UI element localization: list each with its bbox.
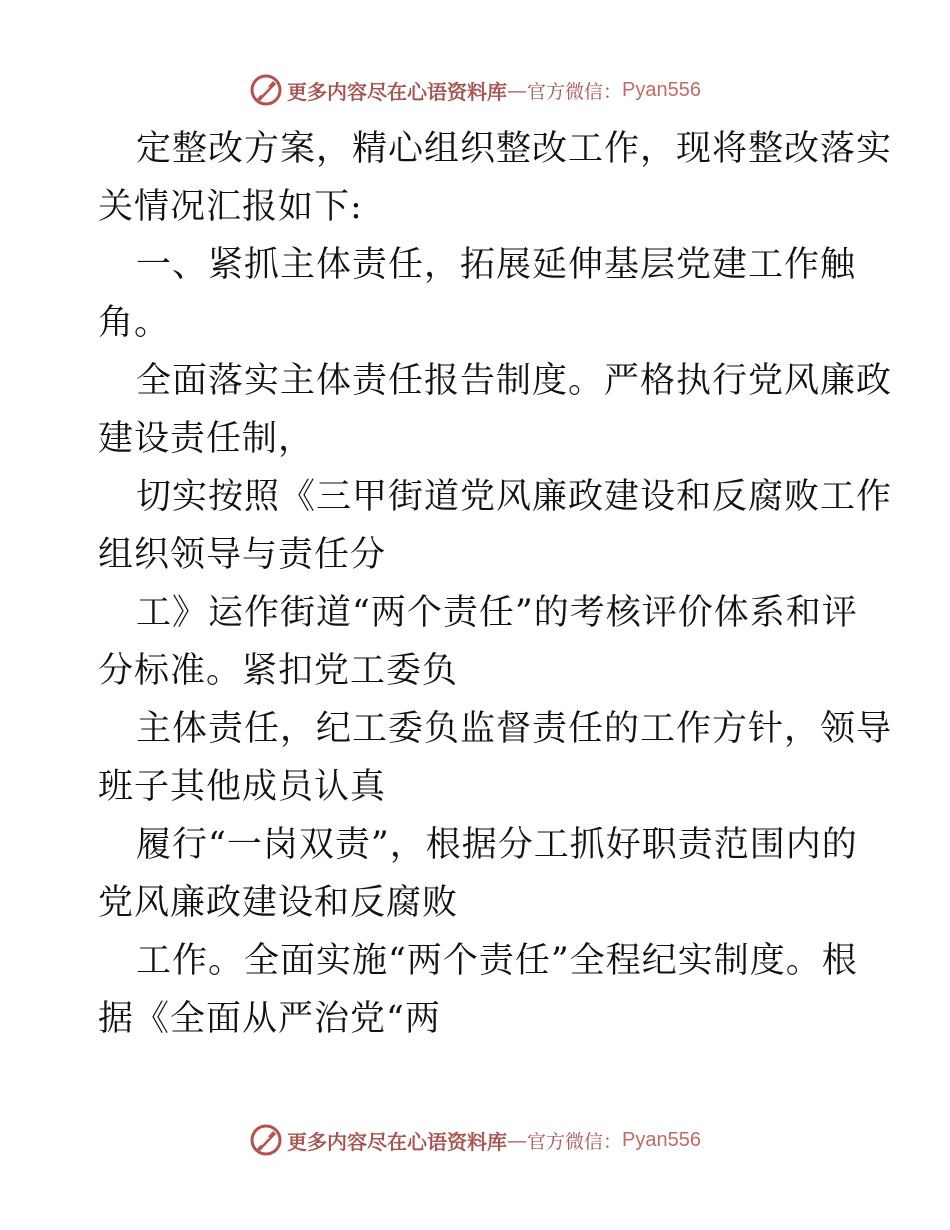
watermark-site-text: 更多内容尽在心语资料库 xyxy=(287,79,507,104)
watermark-wechat-id: Pyan556 xyxy=(622,1128,701,1151)
text-line: 定整改方案，精心组织整改工作，现将整改落实 xyxy=(136,129,893,169)
watermark-wechat-id: Pyan556 xyxy=(622,78,701,101)
text-line: 据《全面从严治党“两 xyxy=(98,999,441,1039)
watermark-label: 官方微信： xyxy=(527,1130,623,1153)
text-line: 履行“一岗双责”，根据分工抓好职责范围内的 xyxy=(136,825,858,865)
text-line: 组织领导与责任分 xyxy=(98,535,387,575)
watermark-dash: — xyxy=(507,1128,527,1152)
text-line: 党风廉政建设和反腐败 xyxy=(98,883,459,923)
text-line: 分标准。紧扣党工委负 xyxy=(98,651,459,691)
text-line: 工》运作街道“两个责任”的考核评价体系和评 xyxy=(136,593,858,633)
text-line: 全面落实主体责任报告制度。严格执行党风廉政 xyxy=(136,361,893,401)
text-line: 切实按照《三甲街道党风廉政建设和反腐败工作 xyxy=(136,477,893,517)
text-line: 主体责任，纪工委负监督责任的工作方针，领导 xyxy=(136,709,893,749)
text-line: 角。 xyxy=(98,303,171,343)
text-line: 建设责任制， xyxy=(98,419,315,459)
watermark-dash: — xyxy=(507,78,527,102)
text-line: 班子其他成员认真 xyxy=(98,767,387,807)
document-body xyxy=(98,120,893,1048)
text-line: 工作。全面实施“两个责任”全程纪实制度。根 xyxy=(136,941,858,981)
footer-watermark xyxy=(0,1120,950,1160)
text-line: 一、紧抓主体责任，拓展延伸基层党建工作触 xyxy=(136,245,857,285)
watermark-site-text: 更多内容尽在心语资料库 xyxy=(287,1129,507,1154)
feather-logo-icon xyxy=(249,1123,283,1157)
watermark-label: 官方微信： xyxy=(527,80,623,103)
text-line: 关情况汇报如下: xyxy=(98,187,363,227)
feather-logo-icon xyxy=(249,73,283,107)
header-watermark xyxy=(0,70,950,110)
